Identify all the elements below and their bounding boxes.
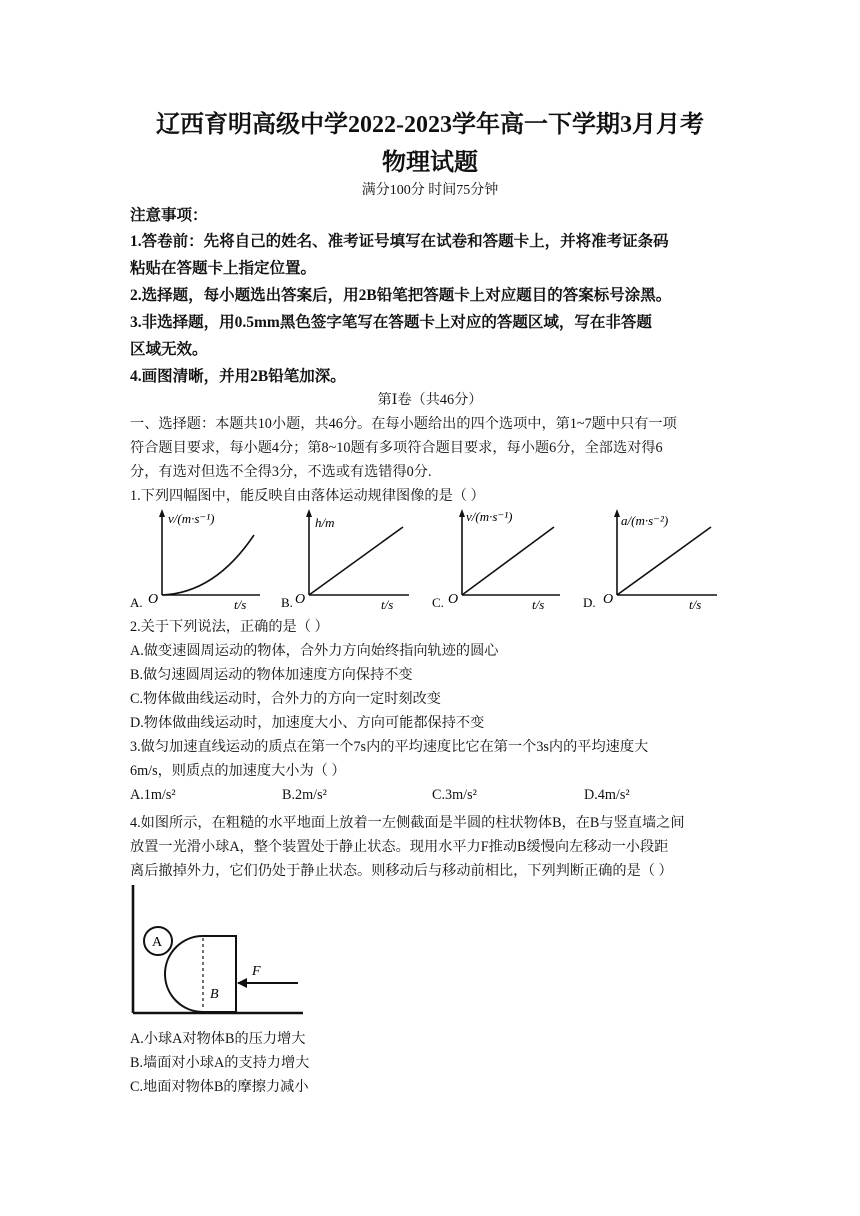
section-title: 第Ⅰ卷（共46分） [377, 392, 483, 408]
question-2-option-a: A.做变速圆周运动的物体，合外力方向始终指向轨迹的圆心 [130, 643, 499, 659]
graph-b-xlabel: t/s [381, 597, 394, 612]
question-3-option-c: C.3m/s² [432, 787, 477, 803]
graph-d-label: D. [583, 595, 596, 610]
force-label: F [252, 964, 261, 979]
notice-item-2: 2.选择题，每小题选出答案后，用2B铅笔把答题卡上对应题目的答案标号涂黑。 [130, 287, 672, 304]
graph-b-origin: O [295, 592, 306, 607]
question-2-option-d: D.物体做曲线运动时，加速度大小、方向可能都保持不变 [130, 715, 485, 731]
graph-c-ylabel: v/(m·s⁻¹) [466, 509, 513, 524]
notice-item-3: 3.非选择题，用0.5mm黑色签字笔写在答题卡上对应的答题区域，写在非答题 [130, 314, 652, 331]
question-3-option-d: D.4m/s² [584, 787, 630, 803]
body-b-label: B [210, 987, 219, 1002]
section-intro-2: 符合题目要求，每小题4分；第8~10题有多项符合题目要求，每小题6分，全部选对得6 [130, 440, 663, 456]
graph-c-origin: O [448, 592, 459, 607]
graph-d-ylabel: a/(m·s⁻²) [621, 513, 669, 528]
notice-item-4: 4.画图清晰，并用2B铅笔加深。 [130, 368, 346, 385]
notice-item-3-cont: 区域无效。 [130, 341, 208, 358]
ball-a-label: A [152, 935, 163, 950]
graph-d-xlabel: t/s [689, 597, 702, 612]
graph-b-line [309, 527, 403, 595]
notice-item-1: 1.答卷前：先将自己的姓名、准考证号填写在试卷和答题卡上，并将准考证条码 [130, 233, 669, 250]
graph-d-origin: O [603, 592, 614, 607]
graph-a-label: A. [130, 595, 143, 610]
graph-a-ylabel: v/(m·s⁻¹) [168, 511, 215, 526]
question-2-option-c: C.物体做曲线运动时，合外力的方向一定时刻改变 [130, 691, 441, 707]
exam-title: 辽西育明高级中学2022-2023学年高一下学期3月月考 [156, 112, 704, 138]
notice-item-1-cont: 粘贴在答题卡上指定位置。 [130, 260, 317, 277]
section-intro-3: 分，有选对但选不全得3分，不选或有选错得0分. [130, 464, 432, 480]
graph-a [130, 505, 270, 613]
graph-d-line [617, 527, 711, 595]
section-intro-1: 一、选择题：本题共10小题，共46分。在每小题给出的四个选项中，第1~7题中只有一项 [130, 416, 677, 432]
question-1-stem: 1.下列四幅图中，能反映自由落体运动规律图像的是（ ） [130, 488, 485, 504]
graph-d [583, 505, 723, 613]
question-2-option-b: B.做匀速圆周运动的物体加速度方向保持不变 [130, 667, 413, 683]
question-4-option-c: C.地面对物体B的摩擦力减小 [130, 1079, 309, 1095]
question-4-stem-cont-2: 离后撤掉外力，它们仍处于静止状态。则移动后与移动前相比，下列判断正确的是（ ） [130, 863, 673, 879]
graph-b-ylabel: h/m [315, 515, 335, 530]
question-4-stem: 4.如图所示，在粗糙的水平地面上放着一左侧截面是半圆的柱状物体B，在B与竖直墙之间 [130, 815, 685, 831]
question-2-stem: 2.关于下列说法，正确的是（ ） [130, 619, 329, 635]
graph-b-label: B. [281, 595, 293, 610]
question-4-option-a: A.小球A对物体B的压力增大 [130, 1031, 306, 1047]
graph-c-xlabel: t/s [532, 597, 545, 612]
graph-c-label: C. [432, 595, 444, 610]
graph-b [281, 505, 421, 613]
graph-a-xlabel: t/s [234, 597, 247, 612]
question-3-option-b: B.2m/s² [282, 787, 327, 803]
question-3-stem: 3.做匀加速直线运动的质点在第一个7s内的平均速度比它在第一个3s内的平均速度大 [130, 739, 649, 755]
notice-heading: 注意事项： [130, 207, 208, 224]
exam-meta: 满分100分 时间75分钟 [361, 183, 499, 198]
graph-c [432, 505, 572, 613]
question-4-figure [128, 885, 308, 1025]
body-b [165, 936, 236, 1012]
graph-a-origin: O [148, 592, 159, 607]
exam-subtitle: 物理试题 [382, 150, 478, 176]
graph-a-curve [162, 535, 254, 595]
question-4-option-b: B.墙面对小球A的支持力增大 [130, 1055, 310, 1071]
question-4-stem-cont-1: 放置一光滑小球A，整个装置处于静止状态。现用水平力F推动B缓慢向左移动一小段距 [130, 839, 669, 855]
question-3-stem-cont: 6m/s，则质点的加速度大小为（ ） [130, 763, 346, 779]
graph-c-line [462, 527, 554, 595]
question-3-option-a: A.1m/s² [130, 787, 176, 803]
